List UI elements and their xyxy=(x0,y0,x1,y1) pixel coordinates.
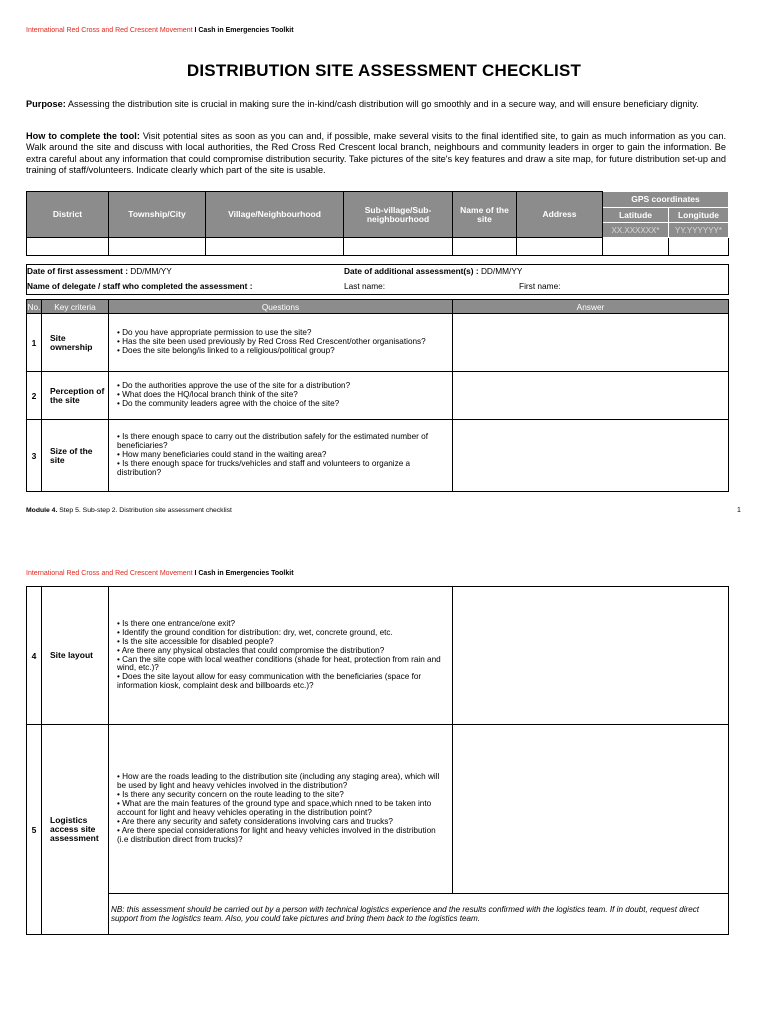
question: • What are the main features of the ground type and space,which nned to be taken into account for light and heavy vehicles operating in the distribution point? xyxy=(117,799,432,817)
header-separator: I xyxy=(192,570,199,577)
question: • Identify the ground condition for distribution: dry, wet, concrete ground, etc. xyxy=(117,627,393,637)
table-row xyxy=(27,587,729,725)
question: • Is the site accessible for disabled people? xyxy=(117,636,274,646)
first-assessment-label: Date of first assessment : xyxy=(27,266,131,276)
page-number: 1 xyxy=(737,507,741,514)
purpose-paragraph xyxy=(26,99,726,110)
question: • How are the roads leading to the distribution site (including any staging area), which will be used by light and heavy vehicles involved in the distribution? xyxy=(117,772,440,791)
additional-assessment-value: DD/MM/YY xyxy=(480,266,523,276)
answer-cell[interactable] xyxy=(453,314,729,372)
questions-cell xyxy=(109,372,453,420)
location-table xyxy=(26,191,729,256)
gps-header: GPS coordinates xyxy=(603,192,729,208)
delegate-label xyxy=(27,281,252,291)
longitude-header: Longitude xyxy=(669,208,729,223)
address-cell[interactable] xyxy=(517,238,603,256)
question: • Do you have appropriate permission to use the site? xyxy=(117,328,312,338)
question: • Are there any security and safety considerations involving cars and trucks? xyxy=(117,816,393,826)
page-footer xyxy=(26,507,232,514)
question: • Is there one entrance/one exit? xyxy=(117,618,236,628)
table-row xyxy=(27,725,729,894)
questions-cell xyxy=(109,314,453,372)
answer-cell[interactable] xyxy=(453,372,729,420)
first-name-field[interactable]: First name: xyxy=(519,281,561,291)
questions-cell xyxy=(109,420,453,492)
township-cell[interactable] xyxy=(109,238,206,256)
subvillage-cell[interactable] xyxy=(344,238,453,256)
first-assessment-date[interactable] xyxy=(27,266,172,276)
first-assessment-value: DD/MM/YY xyxy=(130,266,172,276)
latitude-header: Latitude xyxy=(603,208,669,223)
table-row xyxy=(27,314,729,372)
key-criteria: Logistics access site assessment xyxy=(42,725,109,935)
org-name: International Red Cross and Red Crescent Movement xyxy=(26,570,193,577)
question: • Is there enough space to carry out the distribution safely for the estimated number of beneficiaries? xyxy=(117,432,428,451)
row-number: 3 xyxy=(27,420,42,492)
question: • Does the site layout allow for easy communication with the beneficiaries (space for information kiosk, complaint desk and billboards etc.)? xyxy=(117,672,422,691)
district-header: District xyxy=(27,192,109,238)
latitude-cell[interactable] xyxy=(603,238,669,256)
question: • Can the site cope with local weather conditions (shade for heat, protection from rain and wind, etc.)? xyxy=(117,654,441,673)
key-criteria: Perception of the site xyxy=(42,372,109,420)
answer-cell[interactable] xyxy=(453,725,729,894)
township-header: Township/City xyxy=(109,192,206,238)
last-name-field[interactable]: Last name: xyxy=(344,281,386,291)
toolkit-name: Cash in Emergencies Toolkit xyxy=(198,27,294,34)
question: • How many beneficiaries could stand in the waiting area? xyxy=(117,450,327,460)
district-cell[interactable] xyxy=(27,238,109,256)
key-criteria-header: Key criteria xyxy=(42,300,109,314)
nb-note: NB: this assessment should be carried out by a person with technical logistics experience and the results confirmed with the logistics team. If in doubt, request direct support from the logistics team. Also, you could take pictures and bring them back to the logistics team. xyxy=(109,894,729,935)
answer-cell[interactable] xyxy=(453,587,729,725)
question: • What does the HQ/local branch think of the site? xyxy=(117,390,298,400)
delegate-label-text: Name of delegate / staff who completed the assessment : xyxy=(27,281,253,291)
row-number: 2 xyxy=(27,372,42,420)
row-number: 5 xyxy=(27,725,42,935)
answer-cell[interactable] xyxy=(453,420,729,492)
question: • Do the community leaders agree with the choice of the site? xyxy=(117,398,340,408)
howto-paragraph xyxy=(26,131,726,177)
criteria-table xyxy=(26,299,729,492)
village-cell[interactable] xyxy=(206,238,344,256)
header-separator: I xyxy=(192,27,199,34)
table-row xyxy=(27,372,729,420)
page-header xyxy=(26,27,294,34)
question: • Are there any physical obstacles that could compromise the distribution? xyxy=(117,645,385,655)
key-criteria: Site layout xyxy=(42,587,109,725)
answer-header: Answer xyxy=(453,300,729,314)
question: • Is there any security concern on the route leading to the site? xyxy=(117,790,344,800)
purpose-text: Assessing the distribution site is crucial in making sure the in-kind/cash distribution will go smoothly and in a secure way, and will ensure beneficiary dignity. xyxy=(65,99,699,109)
howto-text: Visit potential sites as soon as you can and, if possible, make several visits to the final identified site, to gain as much information as you can. Walk around the site and discuss with local authorities, the Red Cross Red Crescent local branch, neighbours and community leaders in orger to gain the information. Be extra careful about any information that could compromise distribution security. Take pictures of the site's key features and draw a site map, for future distribution set-up and training of staff/volunteers. Indicate clearly which part of the site is usable. xyxy=(26,131,726,176)
questions-cell xyxy=(109,725,453,894)
toolkit-name: Cash in Emergencies Toolkit xyxy=(198,570,294,577)
latitude-placeholder: XX.XXXXXX* xyxy=(603,223,669,238)
longitude-cell[interactable] xyxy=(669,238,729,256)
assessment-info-box xyxy=(26,264,729,295)
question: • Do the authorities approve the use of the site for a distribution? xyxy=(117,381,351,391)
footer-module: Module 4. xyxy=(26,507,58,514)
village-header: Village/Neighbourhood xyxy=(206,192,344,238)
address-header: Address xyxy=(517,192,603,238)
additional-assessment-label: Date of additional assessment(s) : xyxy=(344,266,481,276)
row-number: 1 xyxy=(27,314,42,372)
sitename-cell[interactable] xyxy=(453,238,517,256)
nb-row xyxy=(27,894,729,935)
criteria-table-continued xyxy=(26,586,729,935)
question: • Are there special considerations for light and heavy vehicles involved in the distribution (i.e distribution direct from trucks)? xyxy=(117,825,436,844)
questions-header: Questions xyxy=(109,300,453,314)
howto-label: How to complete the tool: xyxy=(26,131,140,141)
key-criteria: Site ownership xyxy=(42,314,109,372)
questions-cell xyxy=(109,587,453,725)
additional-assessment-date[interactable] xyxy=(344,266,522,276)
org-name: International Red Cross and Red Crescent Movement xyxy=(26,27,193,34)
question: • Is there enough space for trucks/vehicles and staff and volunteers to organize a distribution? xyxy=(117,458,411,477)
page-title: DISTRIBUTION SITE ASSESSMENT CHECKLIST xyxy=(186,61,582,80)
footer-text: Step 5. Sub-step 2. Distribution site assessment checklist xyxy=(57,507,232,514)
no-header: No. xyxy=(27,301,41,312)
row-number: 4 xyxy=(27,587,42,725)
question: • Does the site belong/is linked to a religious/political group? xyxy=(117,345,335,355)
purpose-label: Purpose: xyxy=(26,99,66,109)
longitude-placeholder: YY.YYYYYY* xyxy=(669,223,729,238)
subvillage-header: Sub-village/Sub-neighbourhood xyxy=(344,192,453,238)
page-header xyxy=(26,570,294,577)
sitename-header: Name of the site xyxy=(453,192,517,238)
key-criteria: Size of the site xyxy=(42,420,109,492)
question: • Has the site been used previously by Red Cross Red Crescent/other organisations? xyxy=(117,337,426,347)
table-row xyxy=(27,420,729,492)
